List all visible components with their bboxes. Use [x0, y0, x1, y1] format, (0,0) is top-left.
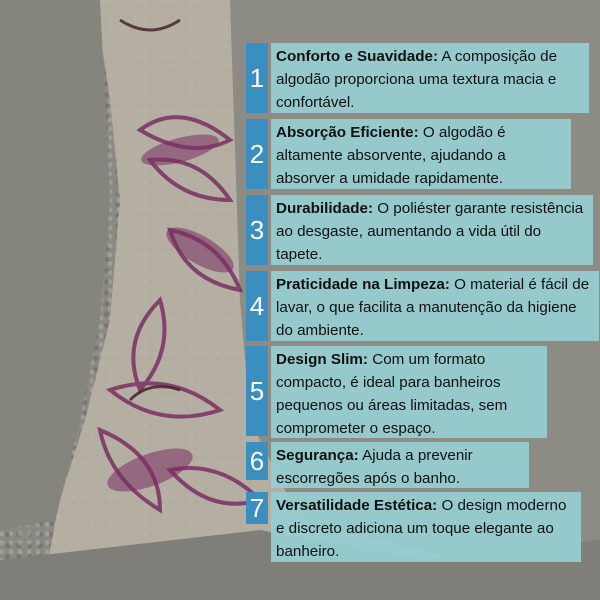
- feature-number-badge: 4: [246, 271, 268, 341]
- feature-description: [271, 442, 529, 488]
- feature-item-6: [246, 442, 529, 488]
- feature-number-badge: 1: [246, 43, 268, 113]
- feature-body: O design moderno e discreto adiciona um toque elegante ao banheiro.: [276, 497, 567, 560]
- feature-description: [271, 43, 589, 113]
- feature-title: Durabilidade:: [276, 200, 374, 217]
- feature-title: Conforto e Suavidade:: [276, 48, 439, 65]
- feature-number-badge: 3: [246, 195, 268, 265]
- feature-description: [271, 119, 571, 189]
- feature-item-4: [246, 271, 599, 341]
- feature-description: [271, 492, 581, 562]
- feature-item-5: [246, 346, 547, 438]
- feature-number-badge: 6: [246, 442, 268, 480]
- feature-number-badge: 7: [246, 492, 268, 524]
- feature-description: [271, 195, 593, 265]
- feature-body: Com um formato compacto, é ideal para banheiros pequenos ou áreas limitadas, sem comprometer o espaço.: [276, 351, 508, 437]
- feature-title: Absorção Eficiente:: [276, 124, 419, 141]
- feature-body: Ajuda a prevenir escorregões após o banho.: [276, 447, 473, 487]
- feature-item-1: [246, 43, 589, 113]
- feature-number-badge: 5: [246, 346, 268, 436]
- feature-title: Praticidade na Limpeza:: [276, 276, 450, 293]
- feature-item-2: [246, 119, 571, 189]
- feature-body: A composição de algodão proporciona uma textura macia e confortável.: [276, 48, 558, 111]
- feature-item-3: [246, 195, 593, 265]
- feature-number-badge: 2: [246, 119, 268, 189]
- feature-body: O algodão é altamente absorvente, ajudando a absorver a umidade rapidamente.: [276, 124, 506, 187]
- feature-title: Versatilidade Estética:: [276, 497, 438, 514]
- feature-title: Segurança:: [276, 447, 359, 464]
- feature-item-7: [246, 492, 581, 562]
- feature-body: O material é fácil de lavar, o que facilita a manutenção da higiene do ambiente.: [276, 276, 590, 339]
- feature-title: Design Slim:: [276, 351, 368, 368]
- feature-body: O poliéster garante resistência ao desgaste, aumentando a vida útil do tapete.: [276, 200, 584, 263]
- feature-description: [271, 271, 599, 341]
- feature-description: [271, 346, 547, 438]
